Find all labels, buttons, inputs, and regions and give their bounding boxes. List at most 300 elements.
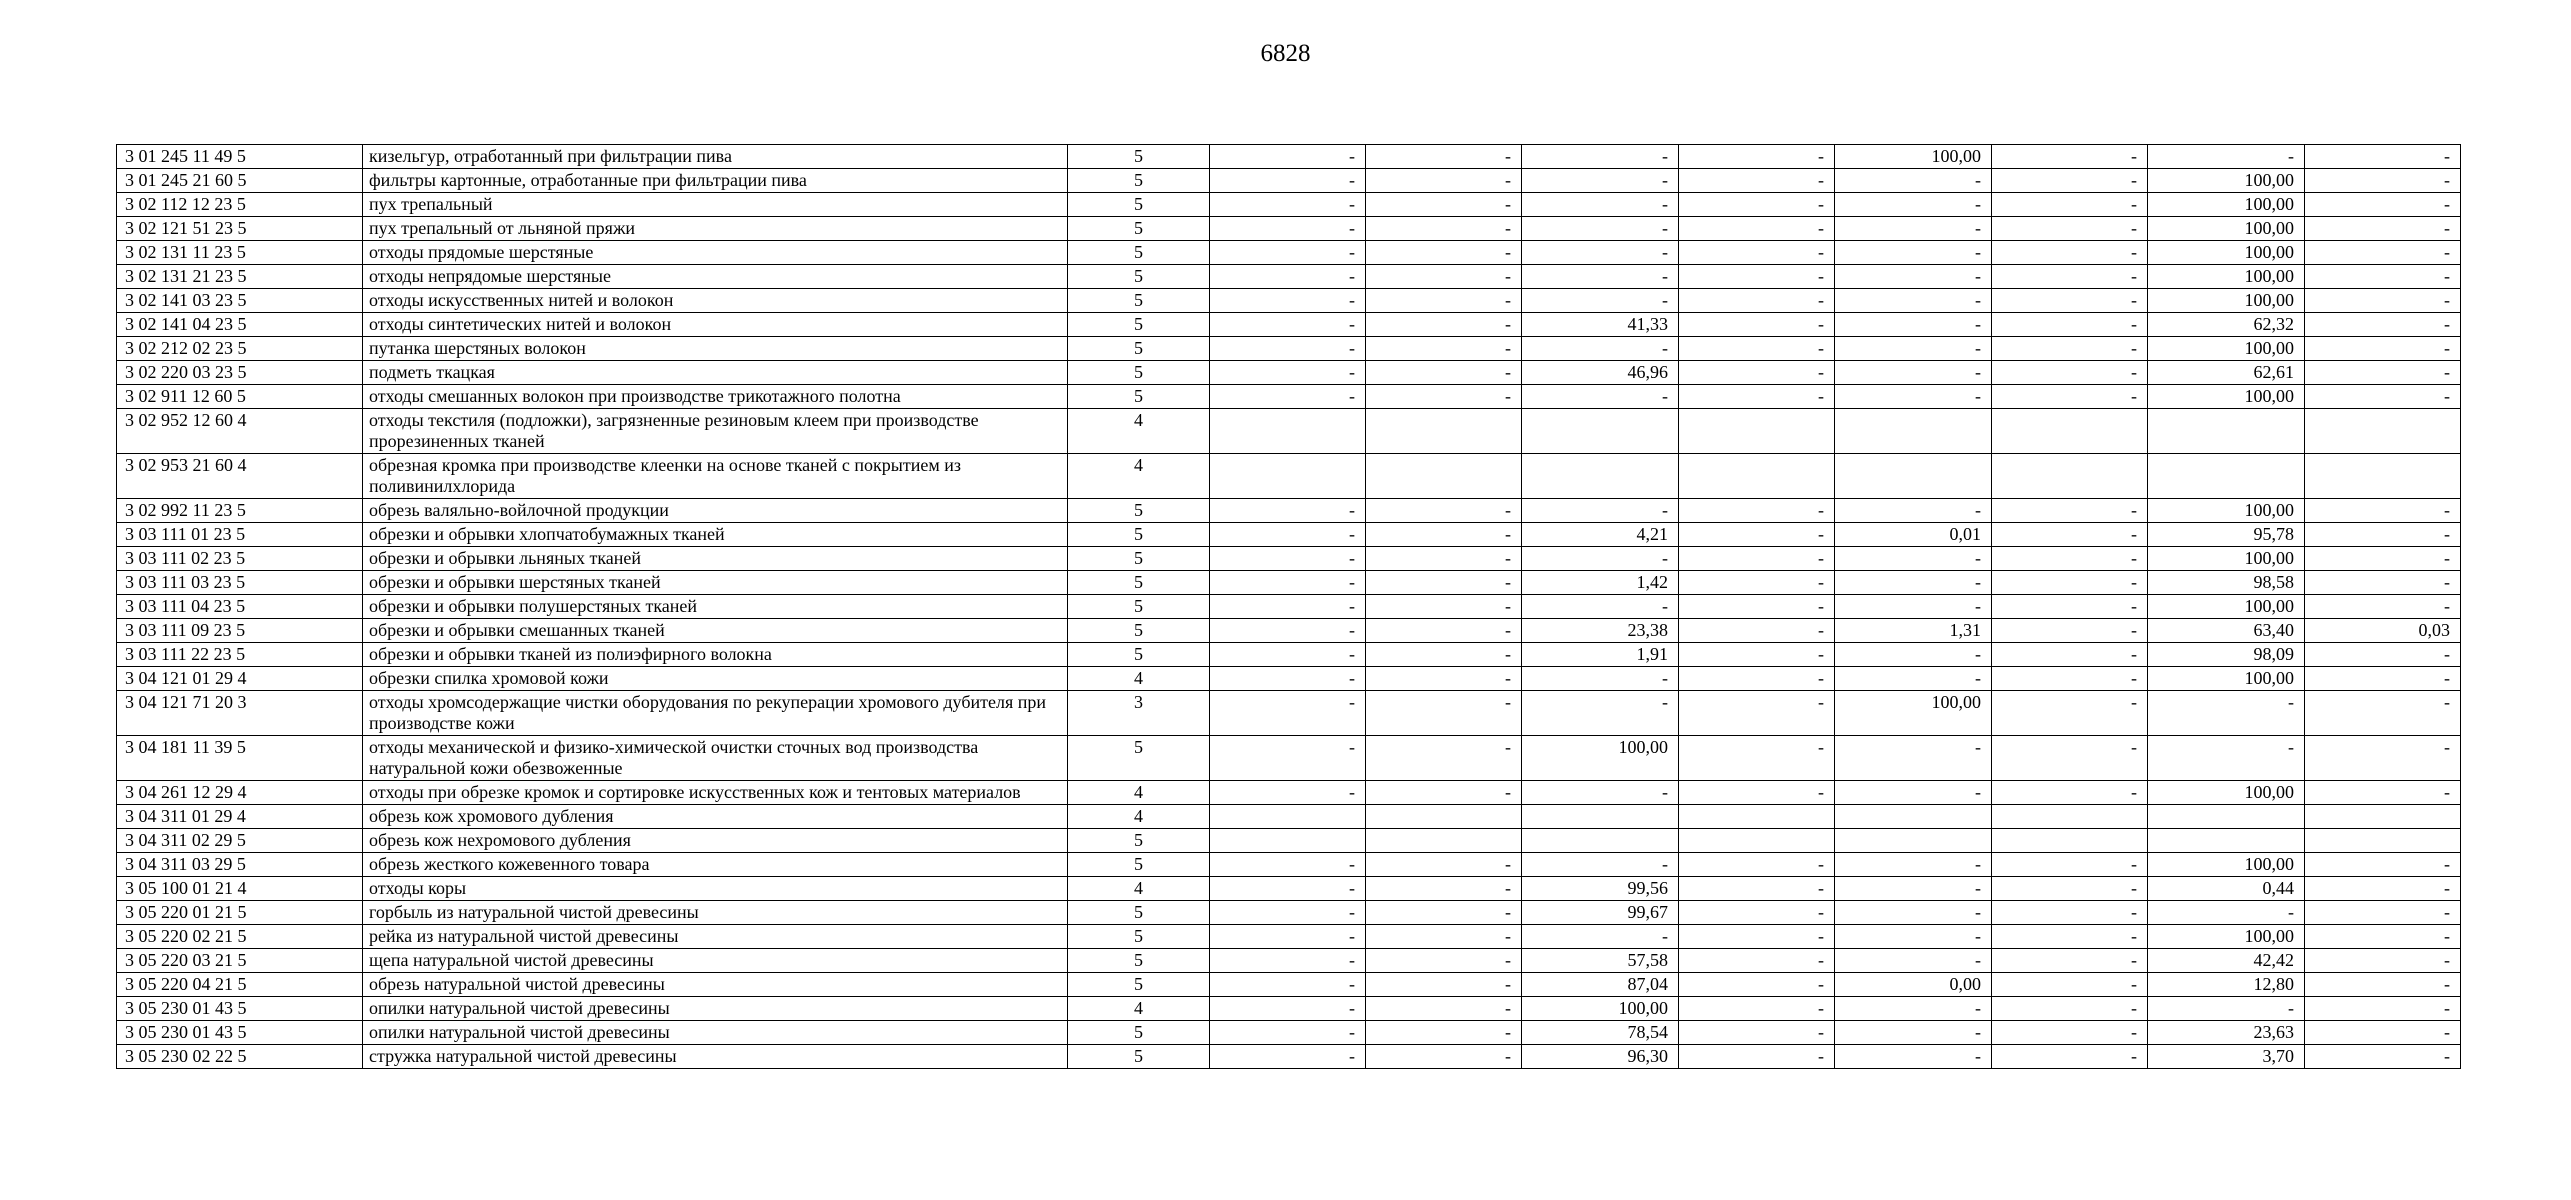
hazard-class-cell: 5: [1068, 289, 1210, 313]
value-col-8-cell: -: [2305, 949, 2461, 973]
waste-data-table: [116, 144, 2461, 1069]
value-col-6-cell: -: [1992, 595, 2148, 619]
value-col-2-cell: -: [1366, 547, 1522, 571]
value-col-2-cell: -: [1366, 217, 1522, 241]
value-col-2-cell: [1366, 829, 1522, 853]
table-row: [117, 736, 2461, 781]
value-col-7-cell: [2148, 829, 2305, 853]
value-col-8-cell: -: [2305, 901, 2461, 925]
value-col-1-cell: -: [1210, 571, 1366, 595]
value-col-2-cell: -: [1366, 973, 1522, 997]
value-col-7-cell: -: [2148, 736, 2305, 781]
waste-code-cell: 3 03 111 01 23 5: [117, 523, 363, 547]
value-col-5-cell: -: [1835, 289, 1992, 313]
waste-code-cell: 3 02 212 02 23 5: [117, 337, 363, 361]
value-col-4-cell: -: [1679, 241, 1835, 265]
value-col-1-cell: -: [1210, 547, 1366, 571]
value-col-3-cell: -: [1522, 499, 1679, 523]
value-col-6-cell: [1992, 409, 2148, 454]
value-col-6-cell: -: [1992, 361, 2148, 385]
value-col-4-cell: -: [1679, 289, 1835, 313]
hazard-class-cell: 5: [1068, 547, 1210, 571]
hazard-class-cell: 5: [1068, 523, 1210, 547]
value-col-5-cell: -: [1835, 877, 1992, 901]
value-col-5-cell: -: [1835, 1021, 1992, 1045]
waste-code-cell: 3 02 112 12 23 5: [117, 193, 363, 217]
value-col-4-cell: -: [1679, 1021, 1835, 1045]
value-col-5-cell: -: [1835, 901, 1992, 925]
table-row: [117, 499, 2461, 523]
table-row: [117, 193, 2461, 217]
value-col-1-cell: -: [1210, 736, 1366, 781]
value-col-1-cell: -: [1210, 973, 1366, 997]
waste-name-cell: путанка шерстяных волокон: [363, 337, 1068, 361]
hazard-class-cell: 4: [1068, 805, 1210, 829]
value-col-4-cell: -: [1679, 619, 1835, 643]
waste-code-cell: 3 05 230 01 43 5: [117, 1021, 363, 1045]
value-col-6-cell: -: [1992, 901, 2148, 925]
value-col-6-cell: -: [1992, 691, 2148, 736]
hazard-class-cell: 5: [1068, 949, 1210, 973]
waste-code-cell: 3 05 220 03 21 5: [117, 949, 363, 973]
value-col-6-cell: [1992, 829, 2148, 853]
value-col-4-cell: [1679, 454, 1835, 499]
waste-code-cell: 3 04 261 12 29 4: [117, 781, 363, 805]
hazard-class-cell: 5: [1068, 571, 1210, 595]
value-col-3-cell: -: [1522, 595, 1679, 619]
value-col-7-cell: 100,00: [2148, 169, 2305, 193]
value-col-6-cell: -: [1992, 643, 2148, 667]
table-row: [117, 145, 2461, 169]
value-col-1-cell: -: [1210, 643, 1366, 667]
hazard-class-cell: 5: [1068, 853, 1210, 877]
waste-code-cell: 3 02 953 21 60 4: [117, 454, 363, 499]
table-row: [117, 781, 2461, 805]
waste-name-cell: отходы смешанных волокон при производстве трикотажного полотна: [363, 385, 1068, 409]
value-col-4-cell: -: [1679, 595, 1835, 619]
value-col-6-cell: -: [1992, 289, 2148, 313]
value-col-5-cell: -: [1835, 547, 1992, 571]
value-col-7-cell: 62,61: [2148, 361, 2305, 385]
value-col-4-cell: -: [1679, 169, 1835, 193]
waste-name-cell: отходы механической и физико-химической очистки сточных вод производства натуральной кожи обезвоженные: [363, 736, 1068, 781]
value-col-6-cell: -: [1992, 145, 2148, 169]
waste-code-cell: 3 04 121 01 29 4: [117, 667, 363, 691]
value-col-4-cell: -: [1679, 667, 1835, 691]
waste-name-cell: обрезь натуральной чистой древесины: [363, 973, 1068, 997]
table-row: [117, 973, 2461, 997]
waste-code-cell: 3 05 220 04 21 5: [117, 973, 363, 997]
hazard-class-cell: 4: [1068, 409, 1210, 454]
value-col-8-cell: [2305, 454, 2461, 499]
value-col-1-cell: -: [1210, 1021, 1366, 1045]
value-col-1-cell: -: [1210, 361, 1366, 385]
value-col-2-cell: -: [1366, 145, 1522, 169]
value-col-8-cell: -: [2305, 691, 2461, 736]
value-col-5-cell: [1835, 409, 1992, 454]
value-col-4-cell: -: [1679, 523, 1835, 547]
value-col-5-cell: [1835, 829, 1992, 853]
value-col-7-cell: 100,00: [2148, 265, 2305, 289]
value-col-8-cell: -: [2305, 925, 2461, 949]
value-col-3-cell: -: [1522, 265, 1679, 289]
value-col-3-cell: 100,00: [1522, 997, 1679, 1021]
hazard-class-cell: 5: [1068, 241, 1210, 265]
value-col-7-cell: [2148, 409, 2305, 454]
table-row: [117, 667, 2461, 691]
value-col-1-cell: -: [1210, 289, 1366, 313]
value-col-4-cell: -: [1679, 691, 1835, 736]
hazard-class-cell: 5: [1068, 925, 1210, 949]
value-col-6-cell: -: [1992, 997, 2148, 1021]
value-col-1-cell: -: [1210, 523, 1366, 547]
value-col-1-cell: -: [1210, 619, 1366, 643]
value-col-7-cell: 100,00: [2148, 595, 2305, 619]
value-col-7-cell: 0,44: [2148, 877, 2305, 901]
value-col-7-cell: 100,00: [2148, 337, 2305, 361]
value-col-5-cell: -: [1835, 667, 1992, 691]
value-col-5-cell: -: [1835, 853, 1992, 877]
value-col-1-cell: -: [1210, 193, 1366, 217]
value-col-5-cell: -: [1835, 1045, 1992, 1069]
hazard-class-cell: 5: [1068, 265, 1210, 289]
value-col-2-cell: [1366, 454, 1522, 499]
value-col-8-cell: -: [2305, 667, 2461, 691]
value-col-1-cell: -: [1210, 925, 1366, 949]
table-row: [117, 1045, 2461, 1069]
value-col-6-cell: -: [1992, 217, 2148, 241]
value-col-3-cell: -: [1522, 667, 1679, 691]
hazard-class-cell: 5: [1068, 169, 1210, 193]
value-col-8-cell: -: [2305, 877, 2461, 901]
hazard-class-cell: 5: [1068, 643, 1210, 667]
waste-name-cell: обрезь кож хромового дубления: [363, 805, 1068, 829]
value-col-6-cell: -: [1992, 736, 2148, 781]
waste-name-cell: пух трепальный: [363, 193, 1068, 217]
value-col-2-cell: -: [1366, 619, 1522, 643]
value-col-7-cell: 100,00: [2148, 667, 2305, 691]
value-col-7-cell: 98,09: [2148, 643, 2305, 667]
waste-code-cell: 3 04 311 03 29 5: [117, 853, 363, 877]
value-col-2-cell: -: [1366, 241, 1522, 265]
value-col-4-cell: -: [1679, 571, 1835, 595]
value-col-8-cell: -: [2305, 499, 2461, 523]
value-col-2-cell: -: [1366, 523, 1522, 547]
waste-code-cell: 3 04 181 11 39 5: [117, 736, 363, 781]
value-col-1-cell: -: [1210, 853, 1366, 877]
value-col-3-cell: 23,38: [1522, 619, 1679, 643]
value-col-3-cell: 41,33: [1522, 313, 1679, 337]
value-col-4-cell: -: [1679, 313, 1835, 337]
table-row: [117, 409, 2461, 454]
value-col-7-cell: 98,58: [2148, 571, 2305, 595]
value-col-7-cell: 62,32: [2148, 313, 2305, 337]
waste-code-cell: 3 04 121 71 20 3: [117, 691, 363, 736]
waste-code-cell: 3 05 220 01 21 5: [117, 901, 363, 925]
value-col-5-cell: -: [1835, 241, 1992, 265]
hazard-class-cell: 4: [1068, 781, 1210, 805]
table-row: [117, 643, 2461, 667]
value-col-7-cell: -: [2148, 997, 2305, 1021]
waste-name-cell: отходы хромсодержащие чистки оборудования по рекуперации хромового дубителя при производстве кожи: [363, 691, 1068, 736]
value-col-1-cell: -: [1210, 691, 1366, 736]
waste-code-cell: 3 03 111 03 23 5: [117, 571, 363, 595]
value-col-5-cell: 0,01: [1835, 523, 1992, 547]
value-col-4-cell: -: [1679, 499, 1835, 523]
value-col-3-cell: -: [1522, 169, 1679, 193]
hazard-class-cell: 5: [1068, 337, 1210, 361]
value-col-1-cell: -: [1210, 145, 1366, 169]
waste-code-cell: 3 04 311 02 29 5: [117, 829, 363, 853]
value-col-3-cell: -: [1522, 337, 1679, 361]
value-col-7-cell: -: [2148, 691, 2305, 736]
waste-name-cell: горбыль из натуральной чистой древесины: [363, 901, 1068, 925]
hazard-class-cell: 3: [1068, 691, 1210, 736]
value-col-5-cell: -: [1835, 571, 1992, 595]
value-col-7-cell: 100,00: [2148, 499, 2305, 523]
waste-code-cell: 3 03 111 22 23 5: [117, 643, 363, 667]
value-col-8-cell: -: [2305, 289, 2461, 313]
value-col-1-cell: [1210, 454, 1366, 499]
value-col-8-cell: -: [2305, 853, 2461, 877]
waste-name-cell: обрезки и обрывки смешанных тканей: [363, 619, 1068, 643]
value-col-1-cell: [1210, 805, 1366, 829]
table-row: [117, 805, 2461, 829]
value-col-1-cell: -: [1210, 265, 1366, 289]
value-col-5-cell: -: [1835, 499, 1992, 523]
waste-name-cell: отходы непрядомые шерстяные: [363, 265, 1068, 289]
value-col-1-cell: -: [1210, 877, 1366, 901]
value-col-7-cell: [2148, 805, 2305, 829]
value-col-2-cell: -: [1366, 361, 1522, 385]
value-col-7-cell: 100,00: [2148, 781, 2305, 805]
waste-name-cell: подметь ткацкая: [363, 361, 1068, 385]
value-col-8-cell: -: [2305, 265, 2461, 289]
value-col-2-cell: -: [1366, 169, 1522, 193]
waste-name-cell: отходы синтетических нитей и волокон: [363, 313, 1068, 337]
table-row: [117, 1021, 2461, 1045]
value-col-3-cell: [1522, 454, 1679, 499]
table-row: [117, 169, 2461, 193]
value-col-2-cell: [1366, 409, 1522, 454]
value-col-8-cell: 0,03: [2305, 619, 2461, 643]
value-col-2-cell: -: [1366, 337, 1522, 361]
waste-name-cell: обрезь жесткого кожевенного товара: [363, 853, 1068, 877]
value-col-6-cell: [1992, 454, 2148, 499]
table-row: [117, 241, 2461, 265]
value-col-8-cell: -: [2305, 595, 2461, 619]
value-col-3-cell: 1,91: [1522, 643, 1679, 667]
value-col-3-cell: 78,54: [1522, 1021, 1679, 1045]
value-col-4-cell: -: [1679, 547, 1835, 571]
value-col-6-cell: -: [1992, 313, 2148, 337]
value-col-3-cell: 57,58: [1522, 949, 1679, 973]
waste-name-cell: обрезки спилка хромовой кожи: [363, 667, 1068, 691]
waste-name-cell: опилки натуральной чистой древесины: [363, 997, 1068, 1021]
value-col-8-cell: -: [2305, 361, 2461, 385]
value-col-5-cell: -: [1835, 313, 1992, 337]
table-body: [117, 145, 2461, 1069]
value-col-6-cell: -: [1992, 169, 2148, 193]
value-col-2-cell: -: [1366, 736, 1522, 781]
value-col-1-cell: [1210, 409, 1366, 454]
value-col-6-cell: -: [1992, 265, 2148, 289]
value-col-3-cell: 99,67: [1522, 901, 1679, 925]
value-col-2-cell: -: [1366, 1045, 1522, 1069]
waste-name-cell: отходы коры: [363, 877, 1068, 901]
waste-code-cell: 3 05 230 02 22 5: [117, 1045, 363, 1069]
hazard-class-cell: 5: [1068, 145, 1210, 169]
waste-name-cell: обрезки и обрывки полушерстяных тканей: [363, 595, 1068, 619]
value-col-7-cell: 100,00: [2148, 193, 2305, 217]
value-col-6-cell: -: [1992, 1021, 2148, 1045]
value-col-2-cell: -: [1366, 499, 1522, 523]
table-row: [117, 454, 2461, 499]
value-col-3-cell: 96,30: [1522, 1045, 1679, 1069]
value-col-7-cell: -: [2148, 901, 2305, 925]
value-col-2-cell: -: [1366, 667, 1522, 691]
value-col-4-cell: -: [1679, 877, 1835, 901]
waste-code-cell: 3 02 141 04 23 5: [117, 313, 363, 337]
value-col-2-cell: -: [1366, 289, 1522, 313]
waste-name-cell: стружка натуральной чистой древесины: [363, 1045, 1068, 1069]
value-col-1-cell: -: [1210, 1045, 1366, 1069]
value-col-4-cell: -: [1679, 997, 1835, 1021]
value-col-5-cell: [1835, 454, 1992, 499]
value-col-7-cell: 100,00: [2148, 217, 2305, 241]
value-col-4-cell: -: [1679, 217, 1835, 241]
hazard-class-cell: 5: [1068, 499, 1210, 523]
value-col-8-cell: [2305, 805, 2461, 829]
value-col-7-cell: 100,00: [2148, 241, 2305, 265]
waste-code-cell: 3 01 245 11 49 5: [117, 145, 363, 169]
table-row: [117, 691, 2461, 736]
value-col-3-cell: [1522, 829, 1679, 853]
value-col-5-cell: -: [1835, 385, 1992, 409]
value-col-5-cell: -: [1835, 643, 1992, 667]
value-col-5-cell: 0,00: [1835, 973, 1992, 997]
value-col-1-cell: -: [1210, 901, 1366, 925]
value-col-2-cell: -: [1366, 265, 1522, 289]
value-col-6-cell: -: [1992, 193, 2148, 217]
table-row: [117, 853, 2461, 877]
value-col-6-cell: -: [1992, 1045, 2148, 1069]
table-row: [117, 571, 2461, 595]
table-row: [117, 313, 2461, 337]
value-col-8-cell: -: [2305, 385, 2461, 409]
value-col-4-cell: -: [1679, 1045, 1835, 1069]
waste-code-cell: 3 02 911 12 60 5: [117, 385, 363, 409]
value-col-4-cell: -: [1679, 337, 1835, 361]
value-col-2-cell: -: [1366, 925, 1522, 949]
value-col-2-cell: -: [1366, 997, 1522, 1021]
value-col-8-cell: -: [2305, 337, 2461, 361]
value-col-4-cell: [1679, 805, 1835, 829]
value-col-8-cell: -: [2305, 547, 2461, 571]
value-col-1-cell: -: [1210, 337, 1366, 361]
value-col-5-cell: -: [1835, 169, 1992, 193]
waste-name-cell: обрезь валяльно-войлочной продукции: [363, 499, 1068, 523]
value-col-3-cell: [1522, 805, 1679, 829]
value-col-5-cell: 100,00: [1835, 145, 1992, 169]
value-col-4-cell: -: [1679, 973, 1835, 997]
table-row: [117, 949, 2461, 973]
waste-code-cell: 3 02 220 03 23 5: [117, 361, 363, 385]
value-col-7-cell: 100,00: [2148, 385, 2305, 409]
value-col-5-cell: -: [1835, 595, 1992, 619]
value-col-4-cell: -: [1679, 949, 1835, 973]
table-row: [117, 925, 2461, 949]
value-col-5-cell: -: [1835, 997, 1992, 1021]
value-col-7-cell: 23,63: [2148, 1021, 2305, 1045]
table-row: [117, 595, 2461, 619]
value-col-6-cell: [1992, 805, 2148, 829]
value-col-6-cell: -: [1992, 547, 2148, 571]
value-col-8-cell: -: [2305, 1021, 2461, 1045]
value-col-5-cell: -: [1835, 361, 1992, 385]
value-col-2-cell: -: [1366, 643, 1522, 667]
value-col-1-cell: -: [1210, 949, 1366, 973]
value-col-3-cell: 1,42: [1522, 571, 1679, 595]
value-col-3-cell: 46,96: [1522, 361, 1679, 385]
value-col-2-cell: -: [1366, 691, 1522, 736]
value-col-2-cell: -: [1366, 571, 1522, 595]
value-col-6-cell: -: [1992, 877, 2148, 901]
value-col-6-cell: -: [1992, 949, 2148, 973]
waste-code-cell: 3 03 111 02 23 5: [117, 547, 363, 571]
waste-name-cell: обрезки и обрывки льняных тканей: [363, 547, 1068, 571]
hazard-class-cell: 4: [1068, 454, 1210, 499]
value-col-6-cell: -: [1992, 853, 2148, 877]
value-col-4-cell: -: [1679, 853, 1835, 877]
hazard-class-cell: 5: [1068, 313, 1210, 337]
value-col-4-cell: -: [1679, 901, 1835, 925]
value-col-1-cell: -: [1210, 217, 1366, 241]
value-col-3-cell: -: [1522, 781, 1679, 805]
value-col-8-cell: -: [2305, 241, 2461, 265]
waste-code-cell: 3 05 100 01 21 4: [117, 877, 363, 901]
value-col-5-cell: -: [1835, 736, 1992, 781]
value-col-3-cell: -: [1522, 925, 1679, 949]
value-col-5-cell: -: [1835, 217, 1992, 241]
hazard-class-cell: 5: [1068, 901, 1210, 925]
waste-name-cell: рейка из натуральной чистой древесины: [363, 925, 1068, 949]
table-row: [117, 997, 2461, 1021]
value-col-3-cell: -: [1522, 193, 1679, 217]
waste-name-cell: отходы прядомые шерстяные: [363, 241, 1068, 265]
value-col-2-cell: -: [1366, 901, 1522, 925]
value-col-3-cell: 87,04: [1522, 973, 1679, 997]
value-col-3-cell: -: [1522, 691, 1679, 736]
waste-name-cell: обрезная кромка при производстве клеенки на основе тканей с покрытием из поливинилхлорида: [363, 454, 1068, 499]
value-col-2-cell: -: [1366, 949, 1522, 973]
value-col-7-cell: 3,70: [2148, 1045, 2305, 1069]
waste-name-cell: обрезки и обрывки хлопчатобумажных тканей: [363, 523, 1068, 547]
hazard-class-cell: 4: [1068, 667, 1210, 691]
value-col-1-cell: -: [1210, 313, 1366, 337]
waste-name-cell: опилки натуральной чистой древесины: [363, 1021, 1068, 1045]
value-col-7-cell: 100,00: [2148, 547, 2305, 571]
value-col-2-cell: -: [1366, 853, 1522, 877]
waste-code-cell: 3 02 131 21 23 5: [117, 265, 363, 289]
value-col-8-cell: -: [2305, 571, 2461, 595]
waste-name-cell: отходы текстиля (подложки), загрязненные резиновым клеем при производстве прорезиненных тканей: [363, 409, 1068, 454]
value-col-7-cell: 100,00: [2148, 925, 2305, 949]
hazard-class-cell: 5: [1068, 217, 1210, 241]
hazard-class-cell: 5: [1068, 193, 1210, 217]
value-col-7-cell: -: [2148, 145, 2305, 169]
value-col-7-cell: 12,80: [2148, 973, 2305, 997]
